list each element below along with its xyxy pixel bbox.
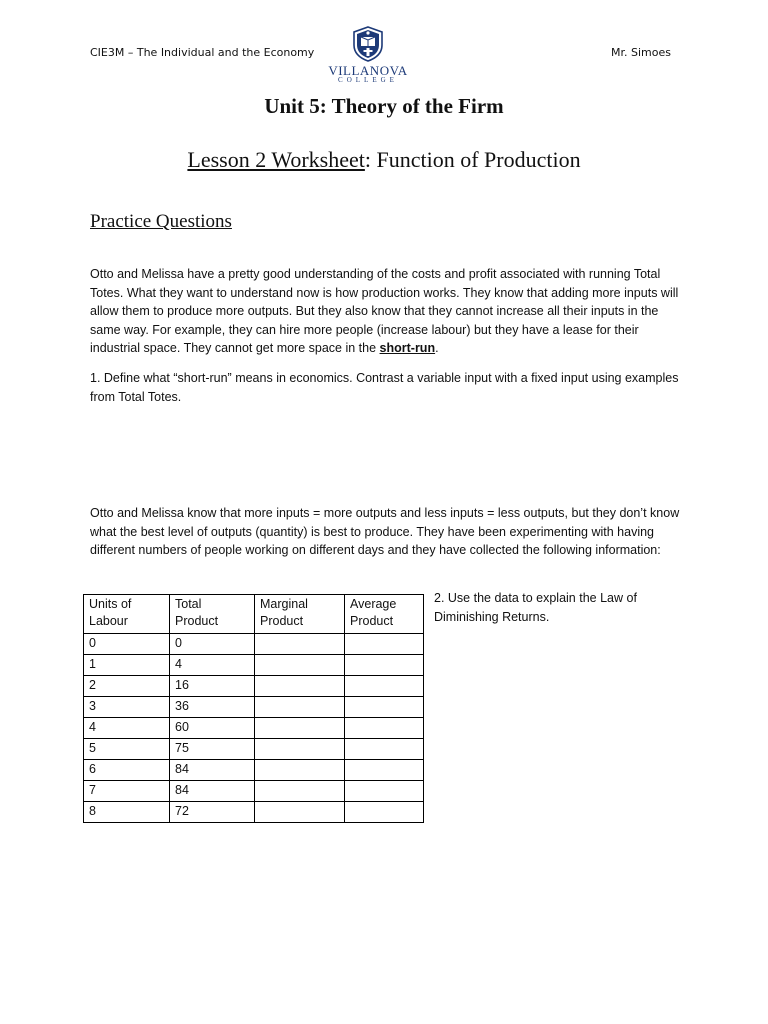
- total-cell: 84: [170, 760, 255, 781]
- average-cell: [345, 634, 424, 655]
- average-cell: [345, 739, 424, 760]
- data-paragraph: Otto and Melissa know that more inputs = more outputs and less inputs = less outputs, but they don’t know what the best level of outputs (quantity) is best to produce. They have been experimenting with having different numbers of people working on different days and they have collected the following information:: [90, 506, 680, 557]
- intro-paragraph: [90, 265, 690, 358]
- total-cell: 36: [170, 697, 255, 718]
- labour-cell: 3: [84, 697, 170, 718]
- table-row: [84, 634, 424, 655]
- section-heading: Practice Questions: [90, 211, 232, 232]
- total-cell: 0: [170, 634, 255, 655]
- header-average-product: Average Product: [345, 595, 424, 634]
- lesson-title-rest: : Function of Production: [364, 147, 581, 172]
- labour-cell: 8: [84, 802, 170, 823]
- marginal-cell: [255, 781, 345, 802]
- marginal-cell: [255, 739, 345, 760]
- school-crest-icon: [350, 25, 386, 63]
- table-row: [84, 739, 424, 760]
- marginal-cell: [255, 697, 345, 718]
- intro-text: Otto and Melissa have a pretty good understanding of the costs and profit associated with running Total Totes. What they want to understand now is how production works. They know that adding more inputs will allow them to produce more outputs. But they also know that they cannot increase all their inputs in the same way. For example, they can hire more people (increase labour) but they have a lease for their industrial space. They cannot get more space in the: [90, 267, 679, 355]
- unit-title: Unit 5: Theory of the Firm: [264, 94, 504, 118]
- average-cell: [345, 760, 424, 781]
- marginal-cell: [255, 718, 345, 739]
- table-row: [84, 697, 424, 718]
- marginal-cell: [255, 634, 345, 655]
- average-cell: [345, 718, 424, 739]
- marginal-cell: [255, 676, 345, 697]
- total-cell: 60: [170, 718, 255, 739]
- labour-cell: 1: [84, 655, 170, 676]
- labour-cell: 2: [84, 676, 170, 697]
- intro-term: short-run: [379, 341, 436, 355]
- question-2: 2. Use the data to explain the Law of Diminishing Returns.: [434, 591, 637, 624]
- labour-cell: 4: [84, 718, 170, 739]
- table-row: [84, 760, 424, 781]
- marginal-cell: [255, 802, 345, 823]
- course-name: CIE3M – The Individual and the Economy: [90, 46, 315, 59]
- table-row: [84, 655, 424, 676]
- total-cell: 16: [170, 676, 255, 697]
- header-marginal-product: Marginal Product: [255, 595, 345, 634]
- average-cell: [345, 697, 424, 718]
- average-cell: [345, 781, 424, 802]
- total-cell: 84: [170, 781, 255, 802]
- table-row: [84, 802, 424, 823]
- lesson-title: [0, 147, 768, 173]
- table-row: [84, 676, 424, 697]
- table-header-row: [84, 595, 424, 634]
- lesson-title-underlined: Lesson 2 Worksheet: [187, 147, 365, 172]
- intro-end: .: [435, 341, 439, 355]
- school-logo: [318, 25, 418, 93]
- marginal-cell: [255, 655, 345, 676]
- average-cell: [345, 655, 424, 676]
- header-total-product: Total Product: [170, 595, 255, 634]
- total-cell: 4: [170, 655, 255, 676]
- logo-subtitle: COLLEGE: [338, 76, 398, 84]
- labour-cell: 5: [84, 739, 170, 760]
- logo-name: VILLANOVA: [328, 63, 408, 78]
- table-row: [84, 781, 424, 802]
- marginal-cell: [255, 760, 345, 781]
- total-cell: 72: [170, 802, 255, 823]
- teacher-name: Mr. Simoes: [611, 46, 671, 59]
- header-units-of-labour: Units of Labour: [84, 595, 170, 634]
- production-table: [83, 594, 424, 823]
- labour-cell: 0: [84, 634, 170, 655]
- labour-cell: 6: [84, 760, 170, 781]
- average-cell: [345, 676, 424, 697]
- average-cell: [345, 802, 424, 823]
- total-cell: 75: [170, 739, 255, 760]
- labour-cell: 7: [84, 781, 170, 802]
- table-row: [84, 718, 424, 739]
- question-1: 1. Define what “short-run” means in economics. Contrast a variable input with a fixed input using examples from Total Totes.: [90, 371, 679, 404]
